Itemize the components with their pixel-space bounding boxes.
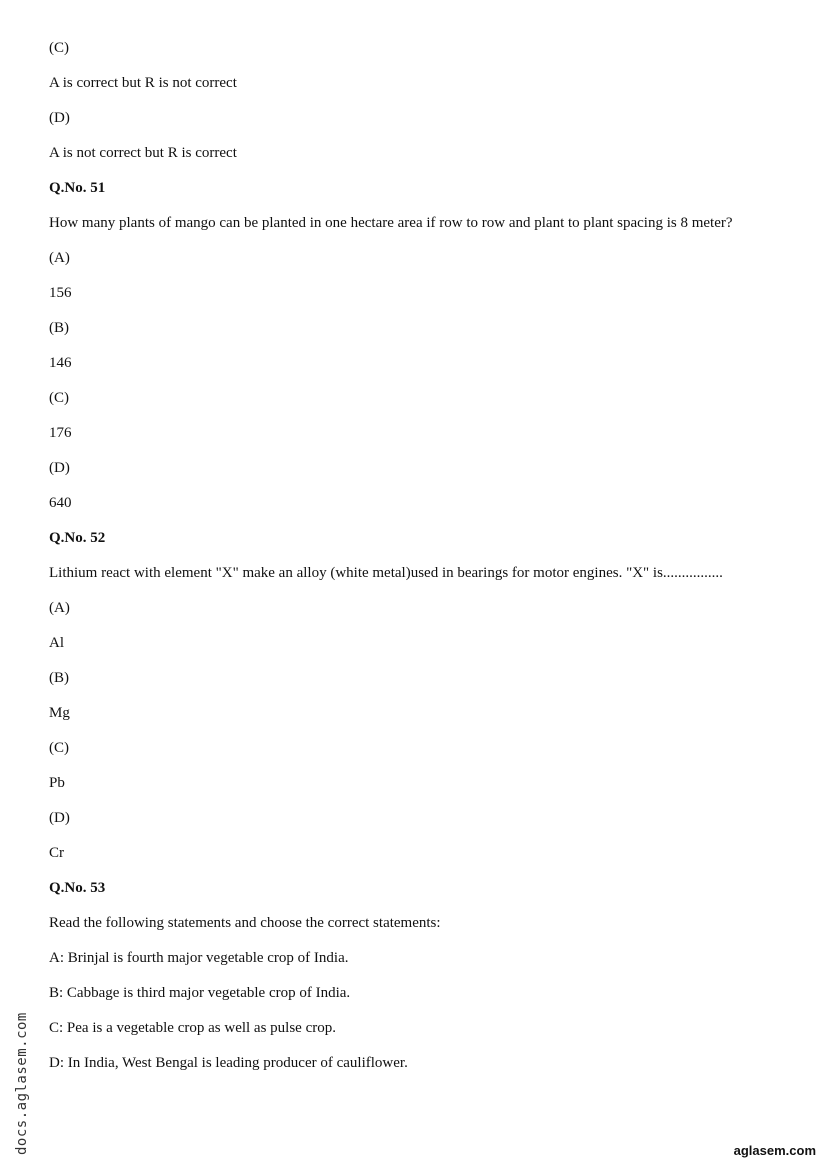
option-label: (D) [49, 810, 70, 826]
statement-text: D: In India, West Bengal is leading producer of cauliflower. [49, 1055, 408, 1071]
option-label: (C) [49, 390, 69, 406]
option-text: 156 [49, 285, 72, 301]
option-text: A is not correct but R is correct [49, 145, 237, 161]
option-label: (D) [49, 110, 70, 126]
option-text: Pb [49, 775, 65, 791]
document-body [49, 40, 769, 1090]
side-watermark: docs.aglasem.com [14, 1012, 30, 1155]
option-label: (A) [49, 600, 70, 616]
option-text: 146 [49, 355, 72, 371]
statement-text: C: Pea is a vegetable crop as well as pulse crop. [49, 1020, 336, 1036]
question-text: Lithium react with element "X" make an alloy (white metal)used in bearings for motor engines. "X" is................ [49, 565, 723, 581]
option-label: (D) [49, 460, 70, 476]
question-text: Read the following statements and choose the correct statements: [49, 915, 441, 931]
option-text: 176 [49, 425, 72, 441]
question-number: Q.No. 53 [49, 880, 106, 896]
option-label: (B) [49, 670, 69, 686]
question-number: Q.No. 52 [49, 530, 106, 546]
statement-text: A: Brinjal is fourth major vegetable crop of India. [49, 950, 349, 966]
question-number: Q.No. 51 [49, 180, 106, 196]
option-text: Cr [49, 845, 64, 861]
footer-brand: aglasem.com [733, 1143, 816, 1158]
option-text: Al [49, 635, 64, 651]
option-label: (B) [49, 320, 69, 336]
question-text: How many plants of mango can be planted in one hectare area if row to row and plant to plant spacing is 8 meter? [49, 215, 733, 231]
option-text: 640 [49, 495, 72, 511]
option-text: Mg [49, 705, 70, 721]
option-text: A is correct but R is not correct [49, 75, 237, 91]
option-label: (C) [49, 740, 69, 756]
statement-text: B: Cabbage is third major vegetable crop of India. [49, 985, 351, 1001]
option-label: (C) [49, 40, 69, 56]
option-label: (A) [49, 250, 70, 266]
